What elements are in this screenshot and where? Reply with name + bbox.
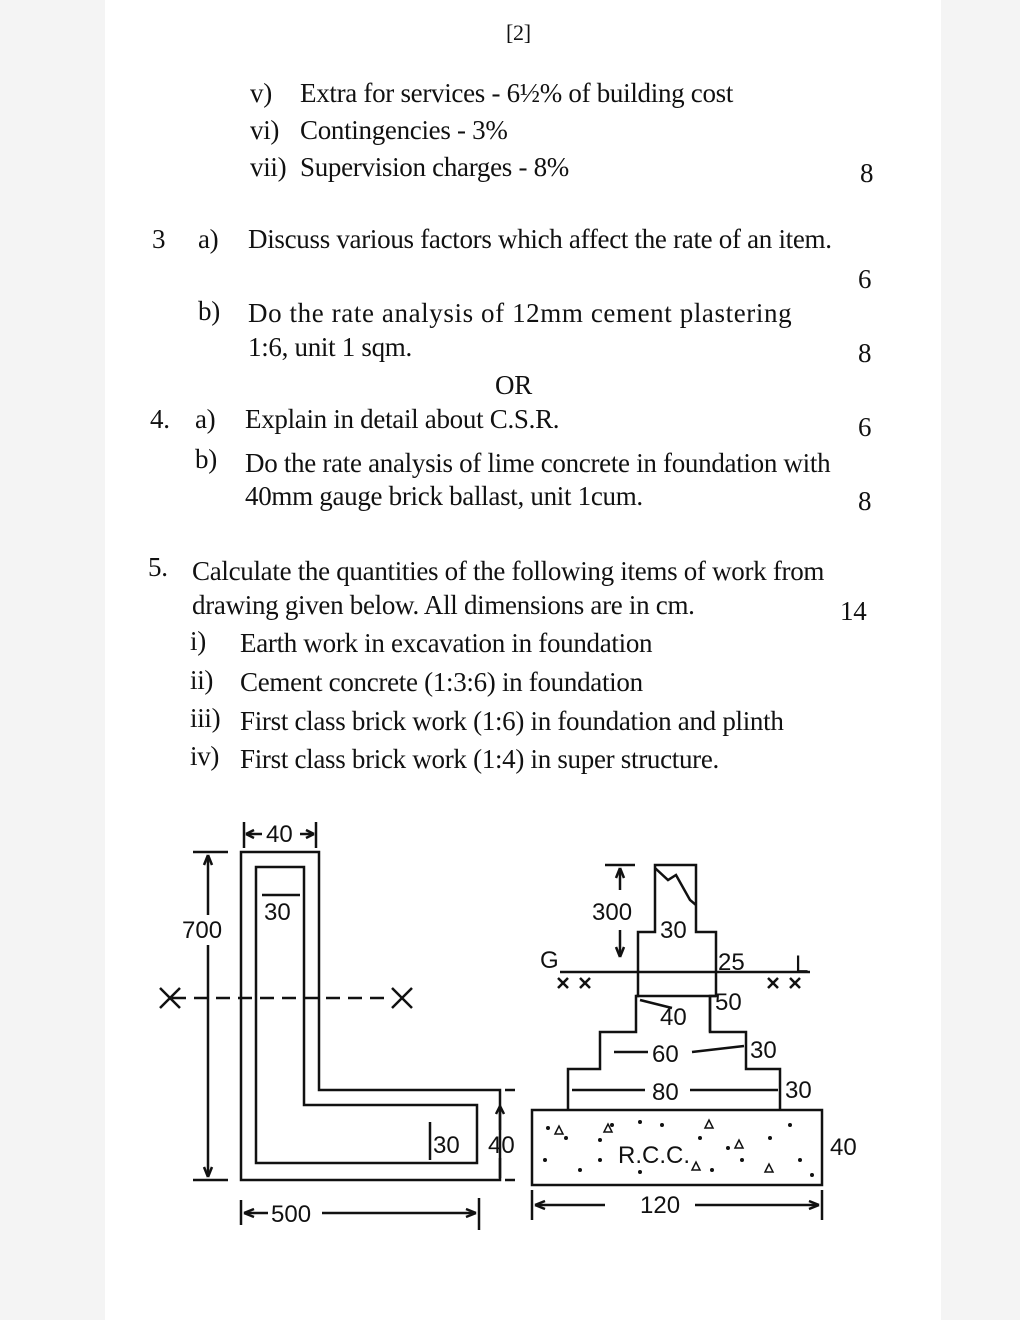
q5-text-line2: drawing given below. All dimensions are in cm. xyxy=(192,590,695,620)
q4b-label: b) xyxy=(195,444,217,474)
q5-item-ii-num: ii) xyxy=(190,665,214,695)
q5-item-iv-num: iv) xyxy=(190,741,220,771)
plan-dim-length: 500 xyxy=(271,1201,312,1228)
or-divider: OR xyxy=(495,370,532,400)
section-dim-step3-width: 80 xyxy=(652,1079,679,1106)
q5-item-iii-num: iii) xyxy=(190,703,221,733)
section-dim-step2-height: 30 xyxy=(750,1037,777,1064)
section-rcc-width: 120 xyxy=(640,1192,681,1219)
q2-item-vii-text: Supervision charges - 8% xyxy=(300,152,569,182)
q5-item-i-text: Earth work in excavation in foundation xyxy=(240,628,653,658)
q4b-text-line1: Do the rate analysis of lime concrete in foundation with xyxy=(245,448,831,478)
q4b-marks: 8 xyxy=(858,486,872,516)
section-dim-wall-thick: 30 xyxy=(660,917,687,944)
section-rcc-height: 40 xyxy=(830,1134,857,1161)
section-dim-step2-width: 60 xyxy=(652,1041,679,1068)
plan-dim-top: 40 xyxy=(266,821,293,848)
q5-text-line1: Calculate the quantities of the following items of work from xyxy=(192,556,825,586)
q3b-text-line2: 1:6, unit 1 sqm. xyxy=(248,332,412,362)
q4b-text-line2: 40mm gauge brick ballast, unit 1cum. xyxy=(245,481,643,511)
section-dim-step1-width: 40 xyxy=(660,1004,687,1031)
section-dim-step3-height: 30 xyxy=(785,1077,812,1104)
q4a-text: Explain in detail about C.S.R. xyxy=(245,404,560,434)
plan-dim-height: 700 xyxy=(182,917,223,944)
section-rcc-label: R.C.C. xyxy=(618,1142,690,1169)
q4a-label: a) xyxy=(195,404,216,434)
q5-item-i-num: i) xyxy=(190,626,206,656)
q2-item-vii-num: vii) xyxy=(250,152,287,182)
q3b-label: b) xyxy=(198,296,220,326)
q3a-marks: 6 xyxy=(858,264,872,294)
q3a-label: a) xyxy=(198,224,219,254)
section-label-l: L xyxy=(795,951,809,978)
q2-item-v-text: Extra for services - 6½% of building cost xyxy=(300,78,734,108)
q2-item-vi-num: vi) xyxy=(250,115,280,145)
q2-item-vi-text: Contingencies - 3% xyxy=(300,115,508,145)
section-dim-offset: 25 xyxy=(718,949,745,976)
q4-number: 4. xyxy=(150,404,170,434)
page-number: [2] xyxy=(506,20,531,45)
q5-item-iv-text: First class brick work (1:4) in super structure. xyxy=(240,744,719,774)
section-label-g: G xyxy=(540,947,559,974)
q5-number: 5. xyxy=(148,552,168,582)
plan-dim-inner: 30 xyxy=(264,899,291,926)
plan-dim-inner-bottom: 30 xyxy=(433,1132,460,1159)
q3a-text: Discuss various factors which affect the rate of an item. xyxy=(248,224,832,254)
q2-item-v-num: v) xyxy=(250,78,272,108)
q3-number: 3 xyxy=(152,224,166,254)
q2-marks: 8 xyxy=(860,158,874,188)
q4a-marks: 6 xyxy=(858,412,872,442)
q3b-text-line1: Do the rate analysis of 12mm cement plastering xyxy=(248,298,793,328)
q5-item-ii-text: Cement concrete (1:3:6) in foundation xyxy=(240,667,643,697)
q5-marks: 14 xyxy=(840,596,867,626)
section-dim-wall: 300 xyxy=(592,899,633,926)
section-dim-step1-height: 50 xyxy=(715,989,742,1016)
plan-dim-leg: 40 xyxy=(488,1132,515,1159)
q3b-marks: 8 xyxy=(858,338,872,368)
q5-item-iii-text: First class brick work (1:6) in foundation and plinth xyxy=(240,706,784,736)
